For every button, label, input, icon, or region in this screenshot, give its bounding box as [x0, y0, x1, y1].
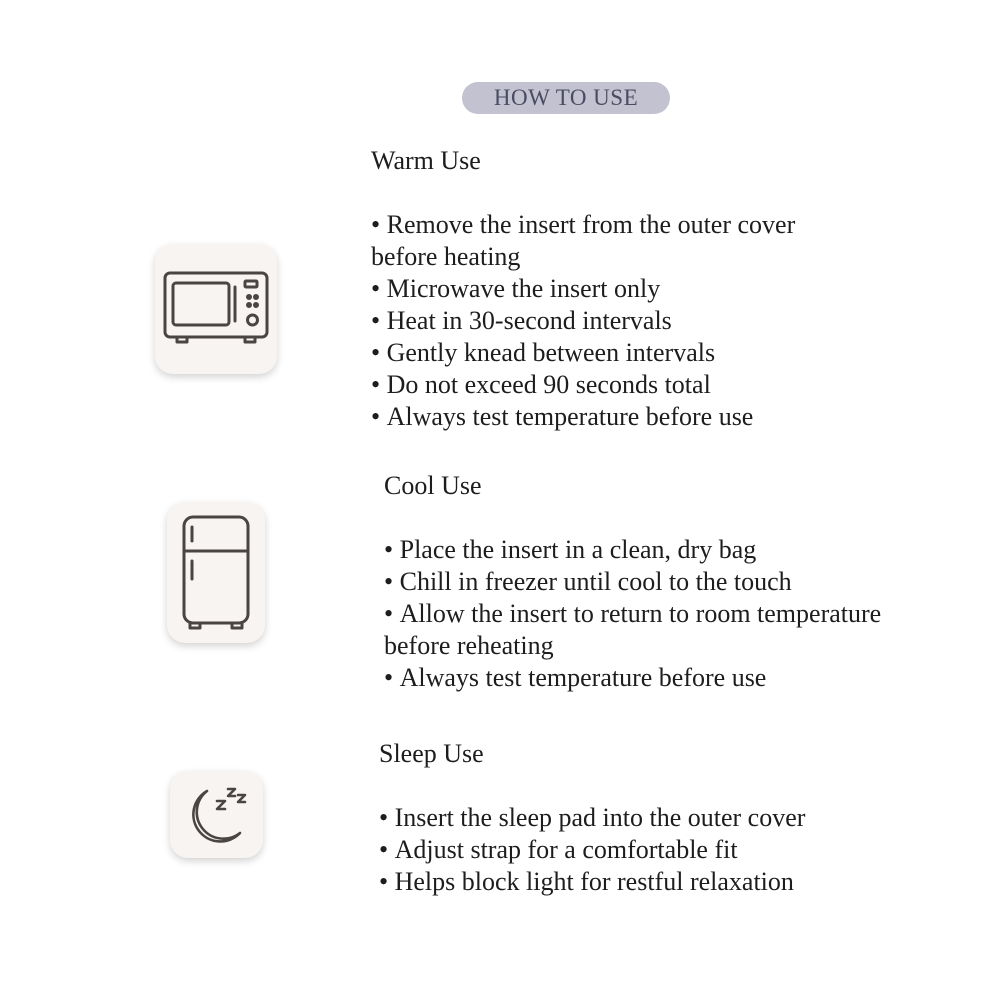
sleep-use-section [379, 738, 805, 898]
warm-use-item: • Do not exceed 90 seconds total [371, 369, 795, 401]
moon-sleep-icon [177, 777, 257, 853]
warm-use-item: • Always test temperature before use [371, 401, 795, 433]
warm-use-item: • Gently knead between intervals [371, 337, 795, 369]
cool-use-item-continuation: before reheating [384, 631, 554, 660]
sleep-use-item: • Helps block light for restful relaxation [379, 866, 805, 898]
sleep-use-item: • Insert the sleep pad into the outer cover [379, 802, 805, 834]
cool-use-item: • Chill in freezer until cool to the touch [384, 566, 881, 598]
sleep-use-heading: Sleep Use [379, 739, 484, 768]
refrigerator-icon [178, 513, 254, 633]
warm-use-icon-card [155, 244, 277, 374]
sleep-use-icon-card [170, 771, 263, 858]
warm-use-section [371, 145, 795, 433]
warm-use-item-continuation: before heating [371, 242, 521, 271]
how-to-use-badge: HOW TO USE [462, 82, 670, 114]
cool-use-item: • Always test temperature before use [384, 662, 881, 694]
cool-use-icon-card [167, 502, 265, 643]
warm-use-heading: Warm Use [371, 146, 481, 175]
microwave-icon [161, 269, 271, 349]
cool-use-item: • Allow the insert to return to room temperature [384, 598, 881, 630]
warm-use-item: • Remove the insert from the outer cover [371, 209, 795, 241]
warm-use-item: • Microwave the insert only [371, 273, 795, 305]
cool-use-heading: Cool Use [384, 471, 482, 500]
cool-use-section [384, 470, 881, 694]
sleep-use-item: • Adjust strap for a comfortable fit [379, 834, 805, 866]
cool-use-item: • Place the insert in a clean, dry bag [384, 534, 881, 566]
warm-use-item: • Heat in 30-second intervals [371, 305, 795, 337]
